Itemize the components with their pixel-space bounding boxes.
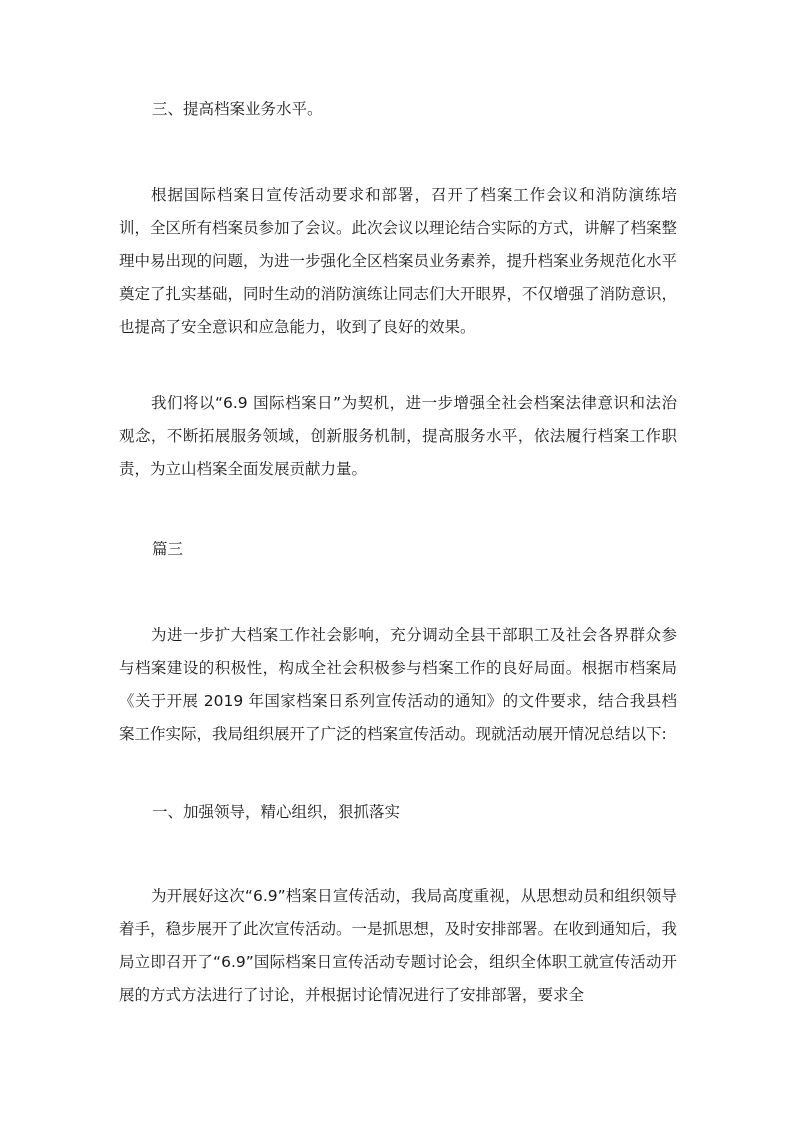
paragraph-archives-day — [119, 387, 677, 486]
paragraph-organization-text: 为开展好这次“6.9”档案日宣传活动，我局高度重视，从思想动员和组织领导着手，稳步展开了此次宣传活动。一是抓思想，及时安排部署。在收到通知后，我局立即召开了“6.9”国际档案日宣传活动专题讨论会，组织全体职工就宣传活动开展的方式方法进行了讨论，并根据讨论情况进行了安排部署，要求全 — [119, 887, 678, 1004]
section-heading-leadership: 一、加强领导，精心组织，狠抓落实 — [152, 803, 401, 821]
paragraph-intro — [119, 619, 677, 751]
paragraph-meeting-text: 根据国际档案日宣传活动要求和部署，召开了档案工作会议和消防演练培训，全区所有档案员参加了会议。此次会议以理论结合实际的方式，讲解了档案整理中易出现的问题，为进一步强化全区档案员业务素养，提升档案业务规范化水平奠定了扎实基础，同时生动的消防演练让同志们大开眼界，不仅增强了消防意识，也提高了安全意识和应急能力，收到了良好的效果。 — [119, 186, 678, 336]
paragraph-organization — [119, 880, 677, 1012]
paragraph-archives-day-text: 我们将以“6.9 国际档案日”为契机，进一步增强全社会档案法律意识和法治观念，不断拓展服务领域，创新服务机制，提高服务水平，依法履行档案工作职责，为立山档案全面发展贡献力量。 — [119, 394, 677, 478]
paragraph-meeting — [119, 179, 677, 344]
paragraph-intro-text: 为进一步扩大档案工作社会影响，充分调动全县干部职工及社会各界群众参与档案建设的积极性，构成全社会积极参与档案工作的良好局面。根据市档案局《关于开展 2019 年国家档案日系列宣传活动的通知》的文件要求，结合我县档案工作实际，我局组织展开了广泛的档案宣传活动。现就活动展开情况总结以下: — [119, 626, 677, 743]
part-title: 篇三 — [152, 540, 184, 558]
section-heading-raise-level: 三、提高档案业务水平。 — [152, 100, 323, 118]
